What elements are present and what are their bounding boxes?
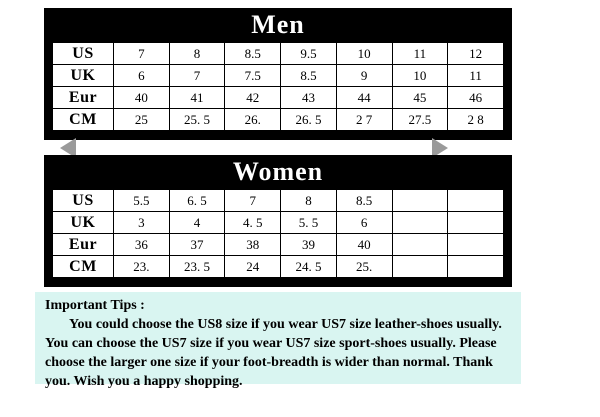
row-label-cm: CM xyxy=(53,256,114,278)
cell: 4 xyxy=(169,212,225,234)
table-row xyxy=(53,87,504,109)
cell: 46 xyxy=(448,87,504,109)
cell: 7 xyxy=(114,43,170,65)
table-row xyxy=(53,109,504,131)
table-row xyxy=(53,190,504,212)
row-label-uk: UK xyxy=(53,212,114,234)
cell: 4. 5 xyxy=(225,212,281,234)
cell: 12 xyxy=(448,43,504,65)
cell: 5.5 xyxy=(114,190,170,212)
cell xyxy=(448,212,504,234)
cell: 40 xyxy=(336,234,392,256)
row-label-us: US xyxy=(53,43,114,65)
cell: 9 xyxy=(336,65,392,87)
table-row xyxy=(53,256,504,278)
cell xyxy=(448,234,504,256)
cell xyxy=(448,256,504,278)
row-label-cm: CM xyxy=(53,109,114,131)
cell: 23. xyxy=(114,256,170,278)
cell: 24. 5 xyxy=(281,256,337,278)
cell: 11 xyxy=(448,65,504,87)
row-label-uk: UK xyxy=(53,65,114,87)
cell: 6 xyxy=(114,65,170,87)
cell: 42 xyxy=(225,87,281,109)
cell: 2 8 xyxy=(448,109,504,131)
cell: 37 xyxy=(169,234,225,256)
cell: 8.5 xyxy=(281,65,337,87)
cell: 45 xyxy=(392,87,448,109)
cell: 39 xyxy=(281,234,337,256)
women-size-table xyxy=(52,189,504,278)
cell: 6 xyxy=(336,212,392,234)
cell xyxy=(392,234,448,256)
cell: 23. 5 xyxy=(169,256,225,278)
cell xyxy=(392,212,448,234)
cell: 38 xyxy=(225,234,281,256)
table-row xyxy=(53,65,504,87)
important-tips-box xyxy=(35,292,521,389)
table-row xyxy=(53,43,504,65)
table-row xyxy=(53,212,504,234)
cell: 8.5 xyxy=(225,43,281,65)
cell xyxy=(448,190,504,212)
cell: 41 xyxy=(169,87,225,109)
cell: 8.5 xyxy=(336,190,392,212)
cell: 9.5 xyxy=(281,43,337,65)
cell: 26. xyxy=(225,109,281,131)
cell: 25. 5 xyxy=(169,109,225,131)
row-label-us: US xyxy=(53,190,114,212)
cell: 7 xyxy=(169,65,225,87)
men-chart-title: Men xyxy=(251,10,305,39)
cell: 5. 5 xyxy=(281,212,337,234)
cell: 2 7 xyxy=(336,109,392,131)
row-label-eur: Eur xyxy=(53,234,114,256)
cell xyxy=(392,256,448,278)
cell: 8 xyxy=(169,43,225,65)
cell: 7.5 xyxy=(225,65,281,87)
cell: 26. 5 xyxy=(281,109,337,131)
cell: 25. xyxy=(336,256,392,278)
men-size-chart xyxy=(44,8,512,140)
cell: 43 xyxy=(281,87,337,109)
cell: 11 xyxy=(392,43,448,65)
cell: 10 xyxy=(336,43,392,65)
cell: 40 xyxy=(114,87,170,109)
women-size-chart xyxy=(44,155,512,287)
cell: 8 xyxy=(281,190,337,212)
men-size-table xyxy=(52,42,504,131)
row-label-eur: Eur xyxy=(53,87,114,109)
cell: 3 xyxy=(114,212,170,234)
tips-title: Important Tips : xyxy=(45,298,145,313)
cell: 7 xyxy=(225,190,281,212)
women-chart-title: Women xyxy=(232,157,324,186)
cell xyxy=(392,190,448,212)
cell: 27.5 xyxy=(392,109,448,131)
cell: 24 xyxy=(225,256,281,278)
tips-body: You could choose the US8 size if you wear US7 size leather-shoes usually. You can choose the US7 size if you wear US7 size sport-shoes usually. Please choose the larger one size if your foot-breadth is wider than normal. Thank you. Wish you a happy shopping. xyxy=(45,317,502,389)
cell: 6. 5 xyxy=(169,190,225,212)
cell: 44 xyxy=(336,87,392,109)
table-row xyxy=(53,234,504,256)
cell: 10 xyxy=(392,65,448,87)
cell: 36 xyxy=(114,234,170,256)
cell: 25 xyxy=(114,109,170,131)
